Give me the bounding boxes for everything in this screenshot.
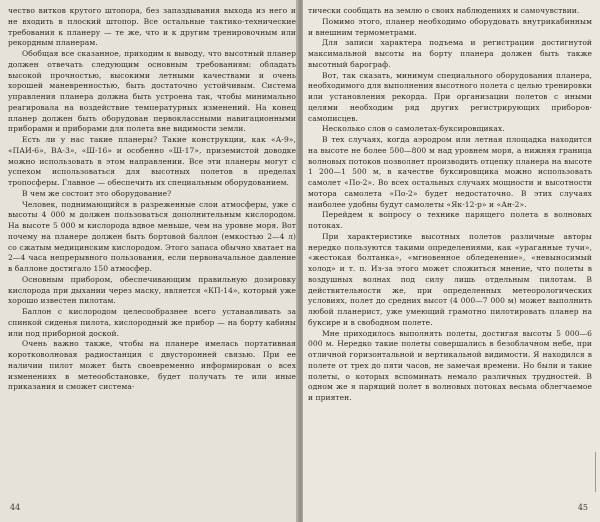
paragraph: Помимо этого, планер необходимо оборудовать внутрикабинным и внешним термометрами.: [308, 16, 592, 37]
page-number: 45: [577, 503, 588, 512]
left-page-text: [8, 6, 296, 393]
paragraph: Человек, поднимающийся в разреженные слои атмосферы, уже с высоты 4 000 м должен пользоваться дополнительным кислородом. На высоте 5 000 м кислорода вдвое меньше, чем на уровне моря. Вот почему на планере должен быть бортовой баллон (емкостью 2—4 л) со сжатым медицинским кислородом. Этого запаса обычно хватает на 2—4 часа непрерывного пользования, если первоначальное давление в баллоне достигало 150 атмосфер.: [8, 199, 296, 273]
pencil-margin-mark: [595, 452, 596, 492]
paragraph: Очень важно также, чтобы на планере имелась портативная коротковолновая радиостанция с двусторонней связью. При ее наличии пилот может быть своевременно информирован о всех изменениях в метеообстановке, будет получать те или иные приказания и сможет система-: [8, 339, 296, 392]
paragraph: Перейдем к вопросу о технике парящего полета в волновых потоках.: [308, 210, 592, 230]
paragraph: Мне приходилось выполнять полеты, достигая высоты 5 000—6 000 м. Нередко такие полеты совершались в безоблачном небе, при отличной горизонтальной и вертикальной видимости. Я находился в полете от трех до пяти часов, не замечая времени. Но были и такие полеты, о которых вспоминать немало различных трудностей. В одном же я парящий полет в волновых потоках весьма облегчаемое и приятен.: [308, 328, 592, 402]
paragraph: Есть ли у нас такие планеры? Такие конструкции, как «А-9», «ПАИ-6», ВА-3», «Ш-16» и особенно «Ш-17», приземистой доводке можно использовать в этом направлении. Все эти планеры могут с успехом использоваться для высотных полетов в пределах тропосферы. Главное — обеспечить их специальным оборудованием.: [8, 135, 296, 187]
right-page: [303, 0, 600, 522]
paragraph: тически сообщать на землю о своих наблюдениях и самочувствии.: [308, 6, 580, 15]
paragraph: Обобщая все сказанное, приходим к выводу, что высотный планер должен отвечать следующим основным требованиям: обладать высокой прочностью, высокими летными качествами и очень хорошей маневренностью, быть достаточно устойчивым. Система управления планера должна быть устроена так, чтобы минимально реагировала на воздействие температурных изменений. На конец планер должен быть оборудован первоклассными навигационными приборами и приборами для полета вне видимости земли.: [8, 49, 296, 134]
page-number: 44: [10, 503, 21, 512]
paragraph: Баллон с кислородом целесообразнее всего устанавливать за спинкой сиденья пилота, кислородный же прибор — на борту кабины или под приборной доской.: [8, 307, 296, 338]
paragraph: В тех случаях, когда аэродром или летная площадка находится на высоте не более 500—800 м над уровнем моря, а нижняя граница волновых потоков позволяет производить отцепку планера на высоте 1 200—1 500 м, в качестве буксировщика можно использовать самолет «По-2». Во всех остальных случаях мощности и высотности мотора самолета «По-2» будет недостаточно. В этих случаях наиболее удобны будут самолеты «Як-12-р» и «Ан-2».: [308, 135, 592, 209]
paragraph: Несколько слов о самолетах-буксировщиках.: [322, 124, 505, 134]
paragraph: чество витков крутого штопора, без запаздывания выхода из него и не входить в плоский штопор. Все остальные тактико-технические требования к планеру — те же, что и к другим тренировочным или рекордным планерам.: [8, 6, 296, 48]
paragraph: Для записи характера подъема и регистрации достигнутой максимальной высоты на борту планера должен быть также высотный барограф.: [308, 38, 592, 69]
paragraph: В чем же состоит это оборудование?: [22, 188, 172, 198]
paragraph: Вот, так сказать, минимум специального оборудования планера, необходимого для выполнения высотного полета с целью тренировки или установления рекорда. При организации полетов с иными целями необходим ряд других регистрирующих приборов-самописцев.: [308, 70, 592, 123]
paragraph: Основным прибором, обеспечивающим правильную дозировку кислорода при дыхании через маску, является «КП-14», который уже хорошо известен пилотам.: [8, 274, 296, 306]
right-page-text: [308, 6, 592, 404]
paragraph: При характеристике высотных полетов различные авторы нередко пользуются такими определениями, как «ураганные тучи», «жестокая болтанка», «мгновенное обледенение», «невыносимый холод» и т. п. Из-за этого может сложиться мнение, что полеты в воздушных волнах под силу лишь отдельным пилотам. В действительности же, при определенных метеорологических условиях, полет до средних высот (4 000—7 000 м) может выполнить любой планерист, уже умеющий грамотно пилотировать планер на буксире и в свободном полете.: [308, 231, 592, 327]
